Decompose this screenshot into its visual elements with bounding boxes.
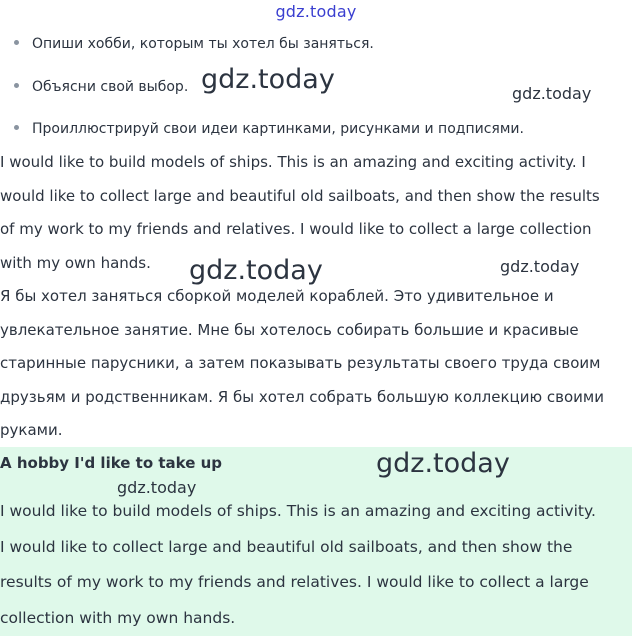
bullet-dot-icon [14, 40, 19, 45]
paragraph-line: would like to collect large and beautiful old sailboats, and then show the results [0, 186, 600, 205]
task-item-text: Объясни свой выбор. [32, 79, 189, 95]
answer-title: A hobby I'd like to take up [0, 454, 223, 472]
paragraph-line: with my own hands. [0, 253, 151, 272]
paragraph-line: старинные парусники, а затем показывать результаты своего труда своим [0, 354, 601, 372]
english-paragraph [0, 146, 628, 280]
watermark: gdz.today [201, 64, 335, 95]
watermark: gdz.today [376, 448, 510, 479]
task-item-text: Проиллюстрируй свои идеи картинками, рисунками и подписями. [32, 121, 524, 137]
watermark: gdz.today [500, 257, 580, 276]
russian-paragraph [0, 280, 628, 448]
paragraph-line: Я бы хотел заняться сборкой моделей кораблей. Это удивительное и [0, 287, 554, 305]
watermark: gdz.today [189, 255, 323, 286]
paragraph-line: I would like to build models of ships. This is an amazing and exciting activity. I [0, 153, 586, 171]
bullet-dot-icon [14, 83, 19, 88]
paragraph-line: of my work to my friends and relatives. I would like to collect a large collection [0, 220, 592, 238]
bullet-dot-icon [14, 125, 19, 130]
task-item [14, 36, 374, 52]
site-logo[interactable]: gdz.today [275, 2, 357, 21]
task-item [14, 121, 524, 137]
paragraph-line: results of my work to my friends and relatives. I would like to collect a large [0, 573, 589, 591]
paragraph-line: руками. [0, 421, 63, 439]
paragraph-line: I would like to collect large and beautiful old sailboats, and then show the [0, 537, 573, 556]
task-item-text: Опиши хобби, которым ты хотел бы заняться. [32, 36, 374, 52]
paragraph-line: увлекательное занятие. Мне бы хотелось собирать большие и красивые [0, 320, 579, 339]
answer-paragraph [0, 494, 632, 636]
task-item [14, 79, 188, 95]
watermark: gdz.today [117, 478, 197, 497]
watermark: gdz.today [512, 84, 592, 103]
paragraph-line: I would like to build models of ships. This is an amazing and exciting activity. [0, 502, 596, 520]
paragraph-line: collection with my own hands. [0, 608, 236, 627]
paragraph-line: друзьям и родственникам. Я бы хотел собрать большую коллекцию своими [0, 387, 604, 406]
